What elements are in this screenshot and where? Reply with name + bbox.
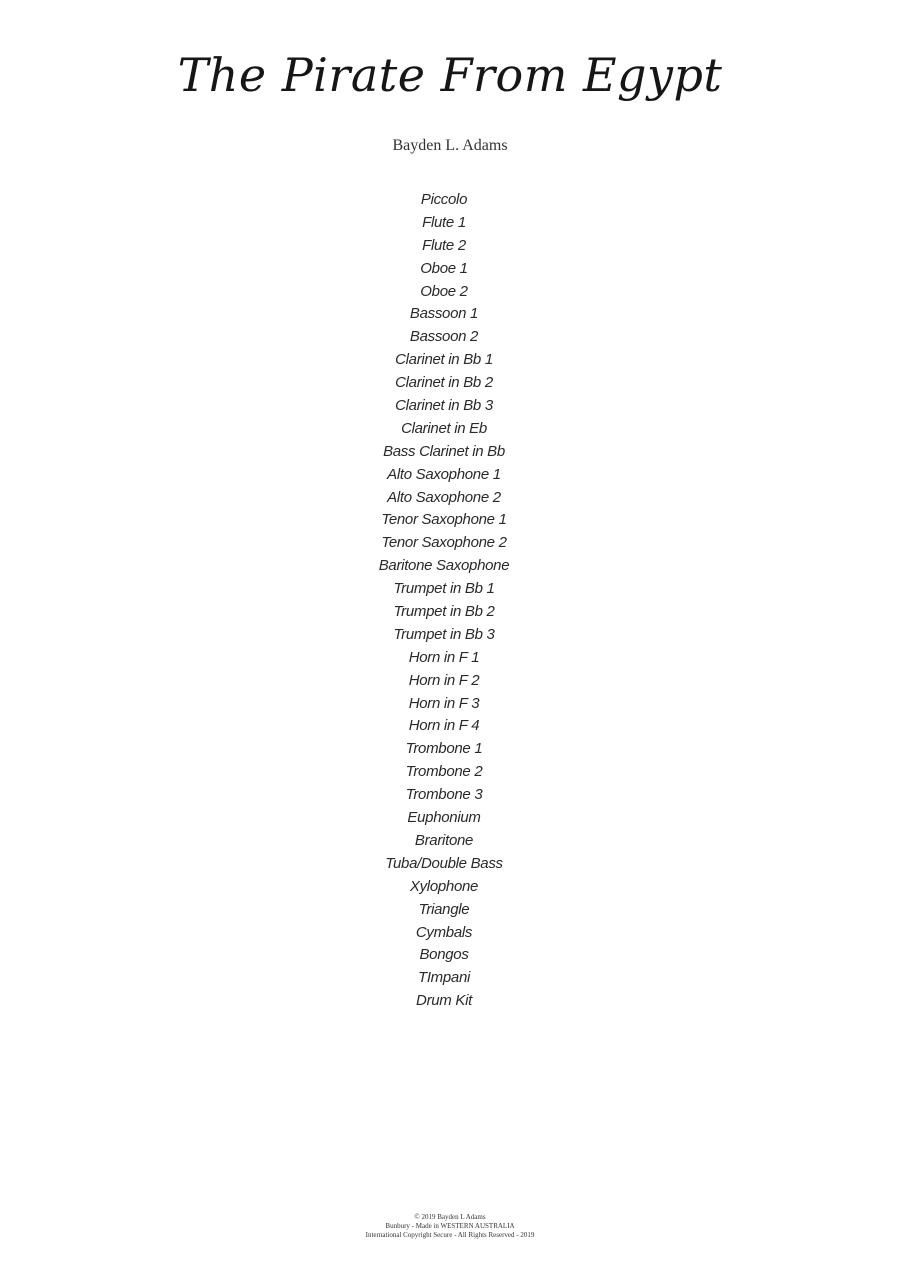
instrument-item: Alto Saxophone 2 [387,488,501,506]
instrument-item: Horn in F 4 [408,717,480,735]
instrument-item: Clarinet in Bb 3 [395,397,493,415]
instrumentation-list [0,189,900,1013]
instrument-item: Trombone 3 [405,786,483,804]
instrument-item: Clarinet in Eb [401,419,487,437]
score-title: The Pirate From Egypt [177,48,723,102]
instrument-item: Drum Kit [416,992,472,1010]
instrument-item: Bass Clarinet in Bb [383,442,505,460]
instrument-item: Tenor Saxophone 2 [381,534,507,552]
instrument-item: Trumpet in Bb 2 [393,603,495,621]
instrument-item: Alto Saxophone 1 [387,465,501,483]
instrument-item: Flute 1 [422,213,466,231]
instrument-item: Euphonium [407,809,481,827]
instrument-item: Xylophone [409,877,479,895]
composer-name: Bayden L. Adams [392,137,508,154]
instrument-item: Bassoon 1 [409,305,479,323]
instrument-item: Trombone 1 [405,740,483,758]
copyright-line: © 2019 Bayden L Adams [414,1213,486,1221]
instrument-item: TImpani [417,969,471,987]
instrument-item: Horn in F 3 [408,694,480,712]
instrument-item: Horn in F 1 [408,648,480,666]
instrument-item: Flute 2 [422,236,466,254]
instrument-item: Clarinet in Bb 1 [395,351,493,369]
instrument-item: Baritone Saxophone [378,557,510,575]
instrument-item: Bongos [419,946,469,964]
rights-line: International Copyright Secure - All Rights Reserved - 2019 [365,1231,535,1239]
instrument-item: Trumpet in Bb 3 [393,625,495,643]
instrument-item: Tenor Saxophone 1 [381,511,507,529]
instrument-item: Trombone 2 [405,763,483,781]
instrument-item: Horn in F 2 [408,671,480,689]
instrument-item: Triangle [418,900,470,918]
copyright-footer [0,1213,900,1240]
instrument-item: Braritone [414,831,474,849]
instrument-item: Trumpet in Bb 1 [393,580,495,598]
instrument-item: Oboe 1 [420,259,468,277]
instrument-item: Oboe 2 [420,282,468,300]
instrument-item: Clarinet in Bb 2 [395,374,493,392]
origin-line: Bunbury - Made in WESTERN AUSTRALIA [385,1222,515,1230]
instrument-item: Bassoon 2 [409,328,479,346]
instrument-item: Tuba/Double Bass [385,854,503,872]
instrument-item: Cymbals [415,923,473,941]
instrument-item: Piccolo [420,191,468,208]
